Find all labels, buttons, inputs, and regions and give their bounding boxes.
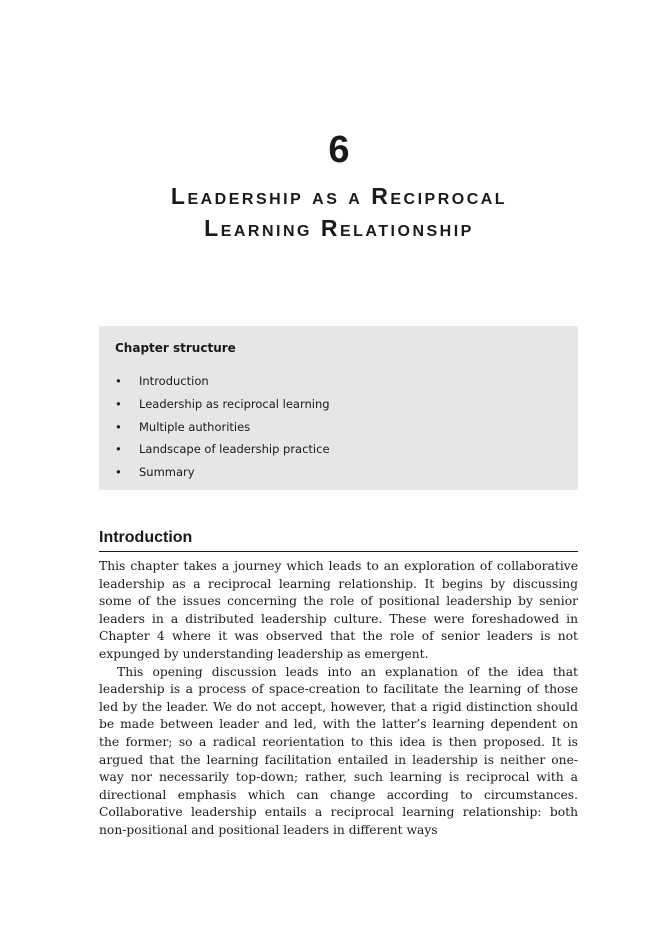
structure-list-item	[115, 370, 562, 393]
section-heading-introduction: Introduction	[99, 528, 578, 552]
structure-item-label: Introduction	[139, 374, 209, 388]
structure-item-label: Landscape of leadership practice	[139, 442, 330, 457]
body-text	[99, 558, 578, 840]
structure-list-item	[115, 416, 562, 439]
structure-item-label: Multiple authorities	[139, 419, 251, 434]
bullet-icon: •	[115, 396, 122, 411]
chapter-title-line-2: Learning Relationship	[204, 215, 474, 241]
bullet-icon: •	[115, 419, 122, 434]
body-paragraph: This opening discussion leads into an explanation of the idea that leadership is a process of space-creation to facilitate the learning of those led by the leader. We do not accept, however, that a rigid distinction should be made between leader and led, with the latter’s learning dependent on the former; so a radical reorientation to this idea is then proposed. It is argued that the learning facilitation entailed in leadership is neither one-way nor necessarily top-down; rather, such learning is reciprocal with a directional emphasis which can change according to circumstances. Collaborative leadership entails a reciprocal learning relationship: both non-positional and positional leaders in different ways	[99, 664, 578, 837]
structure-list-item	[115, 393, 562, 416]
chapter-structure-box	[99, 326, 578, 490]
chapter-title	[0, 180, 650, 244]
chapter-structure-heading: Chapter structure	[115, 341, 236, 355]
bullet-icon: •	[115, 374, 122, 388]
chapter-number: 6	[328, 129, 350, 171]
chapter-structure-list	[115, 370, 562, 484]
chapter-title-line-1: Leadership as a Reciprocal	[170, 183, 508, 209]
bullet-icon: •	[115, 465, 122, 480]
bullet-icon: •	[115, 442, 122, 457]
body-paragraph: This chapter takes a journey which leads to an exploration of collaborative leadership as a reciprocal learning relationship. It begins by discussing some of the issues concerning the role of positional leadership by senior leaders in a distributed leadership culture. These were foreshadowed in Chapter 4 where it was observed that the role of senior leaders is not expunged by understanding leadership as emergent.	[99, 559, 578, 661]
structure-list-item	[115, 438, 562, 461]
structure-list-item	[115, 461, 562, 484]
structure-item-label: Summary	[139, 465, 195, 480]
structure-item-label: Leadership as reciprocal learning	[139, 396, 330, 411]
